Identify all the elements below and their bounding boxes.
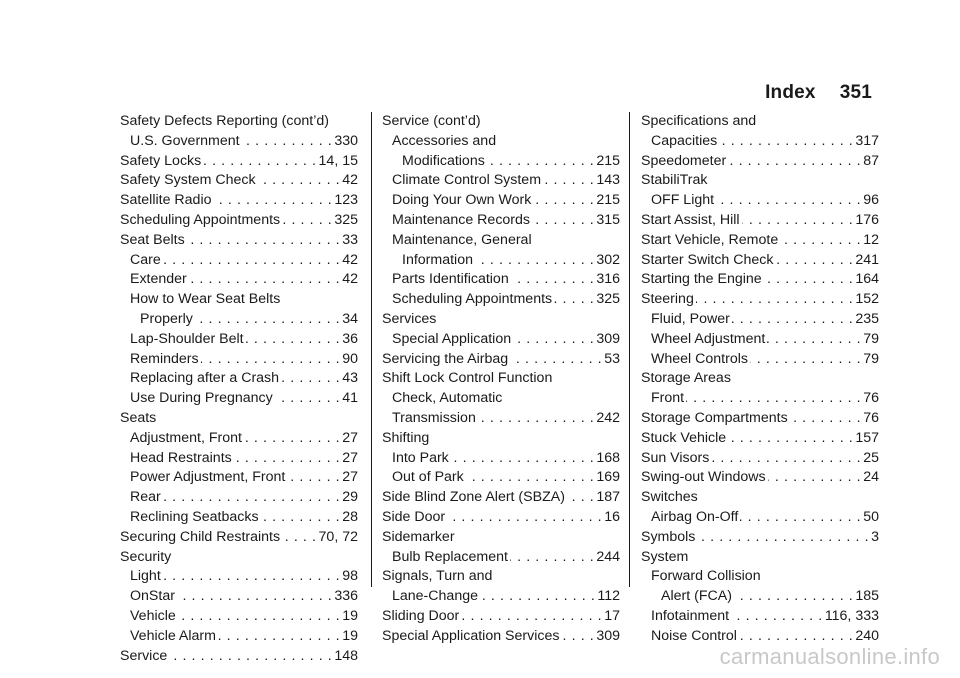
index-entry bbox=[382, 350, 620, 370]
column-divider bbox=[371, 112, 372, 587]
entry-page-ref: 143 bbox=[596, 172, 620, 189]
entry-label: Replacing after a Crash bbox=[130, 370, 280, 387]
index-entry bbox=[382, 330, 620, 350]
dot-leader bbox=[244, 429, 340, 449]
entry-page-ref: 176 bbox=[855, 211, 879, 228]
index-entry bbox=[120, 211, 358, 231]
dot-leader bbox=[767, 330, 861, 350]
entry-page-ref: 53 bbox=[604, 350, 620, 367]
entry-page-ref: 41 bbox=[342, 390, 358, 407]
dot-leader bbox=[203, 152, 316, 172]
index-entry bbox=[641, 350, 879, 370]
index-entry bbox=[641, 587, 879, 607]
entry-page-ref: 241 bbox=[855, 251, 879, 268]
index-entry bbox=[641, 211, 879, 231]
entry-label: Reclining Seatbacks bbox=[130, 508, 259, 525]
index-entry bbox=[120, 607, 358, 627]
entry-label: Light bbox=[130, 568, 161, 585]
entry-page-ref: 116, 333 bbox=[824, 607, 879, 624]
entry-label: Airbag On-Off bbox=[651, 508, 739, 525]
entry-page-ref: 157 bbox=[855, 429, 879, 446]
entry-page-ref: 36 bbox=[342, 330, 358, 347]
index-entry bbox=[382, 112, 620, 132]
entry-label: Infotainment bbox=[651, 607, 730, 624]
entry-label: Storage Areas bbox=[641, 370, 731, 387]
dot-leader bbox=[554, 290, 594, 310]
dot-leader bbox=[466, 468, 595, 488]
entry-page-ref: 330 bbox=[334, 132, 358, 149]
dot-leader bbox=[281, 369, 340, 389]
index-entry bbox=[641, 152, 879, 172]
dot-leader bbox=[189, 270, 340, 290]
index-entry bbox=[641, 548, 879, 568]
entry-label: Into Park bbox=[392, 449, 449, 466]
entry-label: OnStar bbox=[130, 588, 175, 605]
dot-leader bbox=[487, 152, 595, 172]
dot-leader bbox=[513, 330, 594, 350]
index-entry bbox=[382, 587, 620, 607]
entry-label: Alert (FCA) bbox=[661, 588, 732, 605]
entry-page-ref: 240 bbox=[855, 627, 879, 644]
index-entry bbox=[120, 330, 358, 350]
index-entry bbox=[641, 171, 879, 191]
index-entry bbox=[641, 310, 879, 330]
entry-label: Side Door bbox=[382, 508, 446, 525]
index-entry bbox=[382, 607, 620, 627]
entry-label: Switches bbox=[641, 489, 698, 506]
index-entry bbox=[120, 112, 358, 132]
index-entry bbox=[120, 528, 358, 548]
index-entry bbox=[120, 310, 358, 330]
dot-leader bbox=[567, 488, 594, 508]
dot-leader bbox=[195, 310, 340, 330]
entry-label: Service bbox=[120, 647, 168, 664]
dot-leader bbox=[447, 508, 602, 528]
entry-page-ref: 42 bbox=[342, 172, 358, 189]
entry-label: Lap-Shoulder Belt bbox=[130, 330, 244, 347]
entry-page-ref: 79 bbox=[863, 350, 879, 367]
index-entry bbox=[382, 548, 620, 568]
index-entry bbox=[641, 449, 879, 469]
index-entry bbox=[120, 389, 358, 409]
entry-page-ref: 148 bbox=[334, 647, 358, 664]
dot-leader bbox=[451, 449, 595, 469]
entry-label: Care bbox=[130, 251, 161, 268]
entry-label: Shift Lock Control Function bbox=[382, 370, 553, 387]
entry-page-ref: 123 bbox=[334, 192, 358, 209]
entry-label: U.S. Government bbox=[130, 132, 240, 149]
entry-label: Transmission bbox=[392, 409, 476, 426]
dot-leader bbox=[697, 528, 869, 548]
entry-label: Forward Collision bbox=[651, 568, 761, 585]
entry-page-ref: 169 bbox=[596, 469, 620, 486]
index-entry bbox=[382, 627, 620, 647]
entry-label: Services bbox=[382, 310, 437, 327]
index-entry bbox=[382, 270, 620, 290]
index-column-2 bbox=[382, 112, 620, 647]
dot-leader bbox=[178, 607, 340, 627]
dot-leader bbox=[740, 508, 861, 528]
entry-page-ref: 96 bbox=[863, 192, 879, 209]
dot-leader bbox=[246, 330, 341, 350]
entry-page-ref: 12 bbox=[863, 231, 879, 248]
entry-label: Sun Visors bbox=[641, 449, 710, 466]
dot-leader bbox=[533, 191, 594, 211]
index-entry bbox=[120, 171, 358, 191]
dot-leader bbox=[163, 567, 340, 587]
index-entry bbox=[382, 369, 620, 389]
entry-page-ref: 76 bbox=[863, 390, 879, 407]
dot-leader bbox=[214, 191, 333, 211]
index-entry bbox=[641, 251, 879, 271]
index-entry bbox=[382, 468, 620, 488]
entry-label: System bbox=[641, 548, 689, 565]
index-entry bbox=[120, 231, 358, 251]
dot-leader bbox=[731, 607, 823, 627]
entry-page-ref: 29 bbox=[342, 489, 358, 506]
dot-leader bbox=[475, 251, 594, 271]
dot-leader bbox=[478, 409, 594, 429]
entry-page-ref: 42 bbox=[342, 271, 358, 288]
index-entry bbox=[382, 389, 620, 409]
dot-leader bbox=[790, 409, 862, 429]
dot-leader bbox=[561, 627, 594, 647]
entry-page-ref: 87 bbox=[863, 152, 879, 169]
entry-label: Shifting bbox=[382, 429, 430, 446]
entry-label: Start Assist, Hill bbox=[641, 211, 740, 228]
entry-page-ref: 16 bbox=[604, 508, 620, 525]
index-entry bbox=[641, 191, 879, 211]
entry-label: Sidemarker bbox=[382, 528, 455, 545]
entry-page-ref: 90 bbox=[342, 350, 358, 367]
dot-leader bbox=[510, 548, 594, 568]
index-entry bbox=[641, 290, 879, 310]
entry-page-ref: 242 bbox=[596, 409, 620, 426]
section-title: Index bbox=[765, 82, 816, 103]
entry-label: Starter Switch Check bbox=[641, 251, 774, 268]
index-entry bbox=[641, 132, 879, 152]
entry-page-ref: 325 bbox=[334, 211, 358, 228]
entry-label: Storage Compartments bbox=[641, 409, 788, 426]
index-entry bbox=[120, 508, 358, 528]
dot-leader bbox=[750, 350, 861, 370]
dot-leader bbox=[719, 132, 853, 152]
entry-label: Noise Control bbox=[651, 627, 737, 644]
index-entry bbox=[641, 389, 879, 409]
index-entry bbox=[641, 607, 879, 627]
entry-page-ref: 336 bbox=[334, 588, 358, 605]
dot-leader bbox=[511, 270, 595, 290]
entry-page-ref: 317 bbox=[855, 132, 879, 149]
index-entry bbox=[382, 290, 620, 310]
entry-label: Satellite Radio bbox=[120, 192, 212, 209]
entry-label: Seat Belts bbox=[120, 231, 185, 248]
entry-label: Modifications bbox=[402, 152, 485, 169]
entry-page-ref: 33 bbox=[342, 231, 358, 248]
dot-leader bbox=[543, 171, 594, 191]
entry-page-ref: 315 bbox=[596, 211, 620, 228]
entry-label: Power Adjustment, Front bbox=[130, 469, 286, 486]
entry-label: Side Blind Zone Alert (SBZA) bbox=[382, 489, 565, 506]
entry-label: Doing Your Own Work bbox=[392, 192, 532, 209]
index-entry bbox=[382, 508, 620, 528]
entry-page-ref: 27 bbox=[342, 469, 358, 486]
entry-label: Swing-out Windows bbox=[641, 469, 766, 486]
entry-page-ref: 28 bbox=[342, 508, 358, 525]
index-entry bbox=[382, 132, 620, 152]
entry-label: Symbols bbox=[641, 528, 696, 545]
index-entry bbox=[641, 330, 879, 350]
entry-page-ref: 309 bbox=[596, 627, 620, 644]
page-header bbox=[765, 82, 872, 104]
entry-label: Information bbox=[402, 251, 473, 268]
index-entry bbox=[382, 567, 620, 587]
index-entry bbox=[120, 350, 358, 370]
entry-label: Safety Locks bbox=[120, 152, 202, 169]
entry-label: Capacities bbox=[651, 132, 718, 149]
entry-page-ref: 27 bbox=[342, 449, 358, 466]
entry-page-ref: 316 bbox=[596, 271, 620, 288]
entry-page-ref: 152 bbox=[855, 291, 879, 308]
entry-label: Start Vehicle, Remote bbox=[641, 231, 779, 248]
dot-leader bbox=[218, 627, 340, 647]
index-entry bbox=[641, 270, 879, 290]
dot-leader bbox=[696, 290, 853, 310]
entry-page-ref: 168 bbox=[596, 449, 620, 466]
index-entry bbox=[382, 171, 620, 191]
dot-leader bbox=[764, 270, 854, 290]
entry-label: Adjustment, Front bbox=[130, 429, 242, 446]
index-entry bbox=[641, 488, 879, 508]
page-number: 351 bbox=[839, 82, 872, 103]
entry-label: Fluid, Power bbox=[651, 310, 730, 327]
dot-leader bbox=[742, 211, 854, 231]
entry-label: Out of Park bbox=[392, 469, 464, 486]
entry-label: Properly bbox=[140, 310, 193, 327]
dot-leader bbox=[234, 449, 340, 469]
entry-label: Stuck Vehicle bbox=[641, 429, 727, 446]
entry-label: Steering bbox=[641, 291, 694, 308]
entry-page-ref: 187 bbox=[596, 489, 620, 506]
entry-page-ref: 98 bbox=[342, 568, 358, 585]
index-entry bbox=[641, 468, 879, 488]
entry-label: Seats bbox=[120, 409, 157, 426]
entry-page-ref: 70, 72 bbox=[318, 528, 358, 545]
entry-label: Front bbox=[651, 390, 685, 407]
entry-page-ref: 43 bbox=[342, 370, 358, 387]
entry-page-ref: 19 bbox=[342, 627, 358, 644]
dot-leader bbox=[169, 647, 332, 667]
dot-leader bbox=[728, 429, 853, 449]
index-entry bbox=[120, 290, 358, 310]
entry-label: Servicing the Airbag bbox=[382, 350, 509, 367]
index-entry bbox=[641, 508, 879, 528]
dot-leader bbox=[258, 171, 341, 191]
entry-page-ref: 235 bbox=[855, 310, 879, 327]
dot-leader bbox=[775, 251, 853, 271]
entry-label: Maintenance, General bbox=[392, 231, 532, 248]
index-entry bbox=[382, 152, 620, 172]
entry-label: Rear bbox=[130, 489, 161, 506]
index-entry bbox=[120, 251, 358, 271]
index-entry bbox=[120, 369, 358, 389]
entry-label: Starting the Engine bbox=[641, 271, 762, 288]
index-entry bbox=[120, 449, 358, 469]
index-entry bbox=[120, 567, 358, 587]
entry-label: Scheduling Appointments bbox=[392, 291, 553, 308]
dot-leader bbox=[275, 389, 340, 409]
entry-page-ref: 79 bbox=[863, 330, 879, 347]
entry-page-ref: 302 bbox=[596, 251, 620, 268]
dot-leader bbox=[201, 350, 341, 370]
dot-leader bbox=[480, 587, 595, 607]
index-entry bbox=[120, 270, 358, 290]
index-entry bbox=[641, 112, 879, 132]
watermark: carmanualsonline.info bbox=[719, 644, 940, 669]
index-entry bbox=[382, 429, 620, 449]
index-entry bbox=[120, 429, 358, 449]
entry-label: Vehicle bbox=[130, 607, 176, 624]
entry-label: Sliding Door bbox=[382, 607, 460, 624]
index-entry bbox=[382, 251, 620, 271]
dot-leader bbox=[532, 211, 594, 231]
dot-leader bbox=[716, 191, 861, 211]
entry-label: Use During Pregnancy bbox=[130, 390, 273, 407]
index-entry bbox=[120, 468, 358, 488]
index-entry bbox=[382, 310, 620, 330]
entry-page-ref: 112 bbox=[597, 588, 620, 605]
dot-leader bbox=[287, 468, 340, 488]
entry-label: Scheduling Appointments bbox=[120, 211, 281, 228]
dot-leader bbox=[282, 528, 316, 548]
index-entry bbox=[382, 211, 620, 231]
index-entry bbox=[120, 587, 358, 607]
index-entry bbox=[641, 409, 879, 429]
entry-label: Securing Child Restraints bbox=[120, 528, 281, 545]
index-entry bbox=[382, 528, 620, 548]
entry-label: StabiliTrak bbox=[641, 172, 708, 189]
entry-page-ref: 34 bbox=[342, 310, 358, 327]
index-entry bbox=[120, 132, 358, 152]
index-entry bbox=[641, 369, 879, 389]
entry-label: Specifications and bbox=[641, 113, 757, 129]
dot-leader bbox=[163, 251, 340, 271]
entry-page-ref: 42 bbox=[342, 251, 358, 268]
entry-page-ref: 215 bbox=[596, 152, 620, 169]
dot-leader bbox=[461, 607, 602, 627]
entry-label: Security bbox=[120, 548, 172, 565]
dot-leader bbox=[510, 350, 602, 370]
entry-page-ref: 25 bbox=[863, 449, 879, 466]
entry-label: Maintenance Records bbox=[392, 211, 531, 228]
entry-label: Service (cont’d) bbox=[382, 113, 481, 129]
entry-label: Parts Identification bbox=[392, 271, 509, 288]
dot-leader bbox=[282, 211, 332, 231]
index-entry bbox=[120, 488, 358, 508]
dot-leader bbox=[163, 488, 340, 508]
dot-leader bbox=[732, 310, 853, 330]
entry-label: Extender bbox=[130, 271, 187, 288]
entry-page-ref: 309 bbox=[596, 330, 620, 347]
index-entry bbox=[120, 647, 358, 667]
index-entry bbox=[120, 191, 358, 211]
index-entry bbox=[382, 449, 620, 469]
entry-page-ref: 76 bbox=[863, 409, 879, 426]
index-entry bbox=[382, 409, 620, 429]
index-entry bbox=[641, 528, 879, 548]
entry-label: Safety Defects Reporting (cont’d) bbox=[120, 113, 329, 129]
entry-page-ref: 185 bbox=[855, 588, 879, 605]
entry-page-ref: 215 bbox=[596, 192, 620, 209]
column-divider bbox=[629, 112, 630, 587]
dot-leader bbox=[711, 449, 861, 469]
entry-page-ref: 14, 15 bbox=[318, 152, 358, 169]
dot-leader bbox=[261, 508, 341, 528]
dot-leader bbox=[187, 231, 341, 251]
entry-page-ref: 3 bbox=[871, 528, 879, 545]
entry-label: Climate Control System bbox=[392, 172, 542, 189]
entry-page-ref: 19 bbox=[342, 607, 358, 624]
index-entry bbox=[120, 152, 358, 172]
entry-label: Reminders bbox=[130, 350, 199, 367]
dot-leader bbox=[768, 468, 862, 488]
entry-page-ref: 24 bbox=[863, 469, 879, 486]
entry-label: Safety System Check bbox=[120, 172, 256, 189]
entry-page-ref: 164 bbox=[855, 271, 879, 288]
index-entry bbox=[382, 191, 620, 211]
entry-label: Vehicle Alarm bbox=[130, 627, 216, 644]
index-entry bbox=[641, 231, 879, 251]
index-column-1 bbox=[120, 112, 358, 666]
dot-leader bbox=[242, 132, 333, 152]
entry-page-ref: 325 bbox=[596, 291, 620, 308]
entry-label: Wheel Controls bbox=[651, 350, 748, 367]
entry-label: Head Restraints bbox=[130, 449, 232, 466]
index-entry bbox=[120, 627, 358, 647]
index-entry bbox=[641, 429, 879, 449]
entry-label: Speedometer bbox=[641, 152, 727, 169]
entry-page-ref: 17 bbox=[604, 607, 620, 624]
entry-label: Wheel Adjustment bbox=[651, 330, 766, 347]
entry-label: Lane-Change bbox=[392, 588, 478, 605]
dot-leader bbox=[734, 587, 853, 607]
entry-label: Special Application Services bbox=[382, 627, 560, 644]
entry-label: Accessories and bbox=[392, 132, 497, 149]
entry-label: Special Application bbox=[392, 330, 512, 347]
entry-label: OFF Light bbox=[651, 192, 715, 209]
index-column-3 bbox=[641, 112, 879, 647]
entry-label: Check, Automatic bbox=[392, 390, 503, 407]
entry-label: Signals, Turn and bbox=[382, 568, 493, 585]
index-entry bbox=[641, 567, 879, 587]
entry-page-ref: 27 bbox=[342, 429, 358, 446]
entry-page-ref: 244 bbox=[596, 548, 620, 565]
dot-leader bbox=[177, 587, 332, 607]
index-entry bbox=[382, 488, 620, 508]
dot-leader bbox=[780, 231, 861, 251]
index-entry bbox=[120, 548, 358, 568]
entry-label: How to Wear Seat Belts bbox=[130, 291, 281, 308]
index-entry bbox=[120, 409, 358, 429]
entry-label: Bulb Replacement bbox=[392, 548, 508, 565]
entry-page-ref: 50 bbox=[863, 508, 879, 525]
dot-leader bbox=[686, 389, 861, 409]
index-entry bbox=[382, 231, 620, 251]
dot-leader bbox=[728, 152, 861, 172]
